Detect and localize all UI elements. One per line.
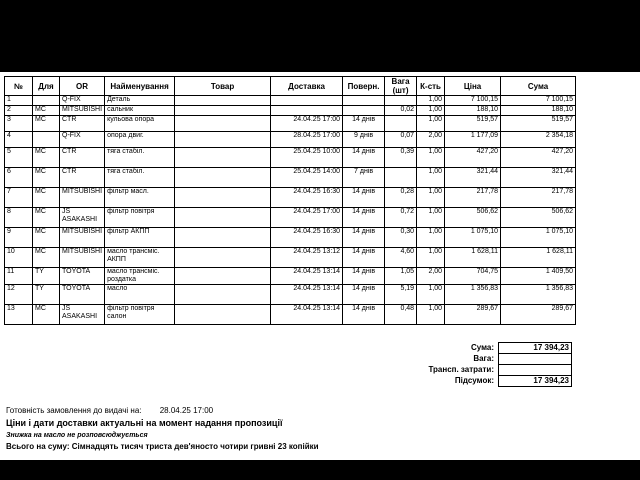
table-cell: 1,00 [417,208,445,228]
table-cell: тяга стабіл. [105,168,175,188]
table-cell: фільтр повітря [105,208,175,228]
table-cell: 24.04.25 17:00 [271,116,343,132]
table-cell: 2,00 [417,132,445,148]
table-row [5,188,576,208]
table-cell: 6 [5,168,33,188]
table-cell: TY [33,285,60,305]
table-cell [33,96,60,106]
table-row [5,106,576,116]
table-cell: MITSUBISHI [60,248,105,268]
table-cell: 188,10 [445,106,501,116]
table-cell: 0,07 [385,132,417,148]
ready-label: Готовність замовлення до видачі на: [6,406,142,415]
summary-weight-value [498,353,572,364]
table-cell: 1,00 [417,116,445,132]
discount-note: Знижка на масло не розповсюджується [6,432,148,439]
order-document [0,72,640,460]
table-cell: 1,00 [417,148,445,168]
table-cell: 321,44 [501,168,576,188]
table-cell: 7 [5,188,33,208]
table-cell: 519,57 [501,116,576,132]
table-cell: CTR [60,148,105,168]
table-cell: MC [33,208,60,228]
table-cell: масло трансміс. АКПП [105,248,175,268]
table-cell: MC [33,188,60,208]
table-cell [175,148,271,168]
summary-sum-value: 17 394,23 [498,342,572,353]
table-cell: 25.04.25 14:00 [271,168,343,188]
table-cell: 289,67 [445,305,501,325]
table-cell: MITSUBISHI [60,106,105,116]
table-cell: Деталь [105,96,175,106]
table-cell: 1,05 [385,268,417,285]
column-header: OR [60,77,105,96]
table-cell: MC [33,116,60,132]
table-row [5,148,576,168]
table-cell: 217,78 [445,188,501,208]
table-cell: 24.04.25 13:14 [271,268,343,285]
table-cell: MC [33,248,60,268]
table-cell [343,106,385,116]
table-cell: 0,30 [385,228,417,248]
table-cell: CTR [60,168,105,188]
table-cell [385,168,417,188]
table-cell: 1 628,11 [445,248,501,268]
table-cell: 289,67 [501,305,576,325]
column-header: Товар [175,77,271,96]
summary-weight-label: Вага: [473,354,494,363]
table-cell: 24.04.25 13:14 [271,305,343,325]
table-cell: 14 днів [343,148,385,168]
summary-transport-label: Трансп. затрати: [428,365,494,374]
table-cell: 1,00 [417,188,445,208]
table-cell: 7 100,15 [501,96,576,106]
table-cell: 1,00 [417,305,445,325]
table-cell: 0,72 [385,208,417,228]
table-cell: 0,02 [385,106,417,116]
table-row [5,228,576,248]
table-cell: 519,57 [445,116,501,132]
table-cell: 0,39 [385,148,417,168]
table-body [5,96,576,325]
summary-total-value: 17 394,23 [498,375,572,387]
table-cell: MITSUBISHI [60,188,105,208]
table-cell: 321,44 [445,168,501,188]
table-cell: 1,00 [417,248,445,268]
table-cell: 1,00 [417,168,445,188]
table-cell: масло [105,285,175,305]
table-row [5,248,576,268]
table-cell: фільтр повітря салон [105,305,175,325]
column-header: Найменування [105,77,175,96]
table-row [5,168,576,188]
table-cell [175,168,271,188]
table-cell: 1,00 [417,228,445,248]
table-cell: масло трансміс. роздатка [105,268,175,285]
table-cell [271,96,343,106]
summary-transport-value [498,364,572,375]
table-cell: 2 354,18 [501,132,576,148]
table-cell: 14 днів [343,268,385,285]
table-row [5,268,576,285]
table-cell: 217,78 [501,188,576,208]
table-cell: 12 [5,285,33,305]
table-cell: 1 356,83 [501,285,576,305]
table-cell [175,268,271,285]
table-cell: 0,28 [385,188,417,208]
table-cell: TY [33,268,60,285]
table-row [5,132,576,148]
table-cell: 5,19 [385,285,417,305]
table-cell: 7 100,15 [445,96,501,106]
table-cell: TOYOTA [60,268,105,285]
column-header: Вага (шт) [385,77,417,96]
table-cell: MC [33,148,60,168]
table-cell [175,208,271,228]
table-cell [385,116,417,132]
ready-value: 28.04.25 17:00 [159,406,214,415]
table-cell: 8 [5,208,33,228]
table-row [5,96,576,106]
table-cell [271,106,343,116]
table-cell [175,285,271,305]
table-cell: 11 [5,268,33,285]
column-header: К-сть [417,77,445,96]
table-cell: 13 [5,305,33,325]
table-cell [175,248,271,268]
table-cell: сальник [105,106,175,116]
table-cell [175,96,271,106]
table-cell: 1 [5,96,33,106]
summary-sum-label: Сума: [470,343,494,352]
column-header: Для [33,77,60,96]
order-table [4,76,576,325]
table-row [5,116,576,132]
table-row [5,285,576,305]
column-header: Сума [501,77,576,96]
table-cell: 24.04.25 13:12 [271,248,343,268]
table-cell: 28.04.25 17:00 [271,132,343,148]
table-cell: 1,00 [417,285,445,305]
total-in-words: Всього на суму: Сімнадцять тисяч триста дев'яносто чотири гривні 23 копійки [6,442,319,451]
table-cell [175,106,271,116]
table-cell: 2 [5,106,33,116]
table-cell: 4 [5,132,33,148]
table-cell: 7 днів [343,168,385,188]
summary-total-label: Підсумок: [454,376,494,385]
table-cell: Q-FIX [60,96,105,106]
table-cell: 24.04.25 16:30 [271,228,343,248]
table-cell [343,96,385,106]
table-cell: MITSUBISHI [60,228,105,248]
table-cell: 9 днів [343,132,385,148]
table-cell: CTR [60,116,105,132]
table-cell: 1,00 [417,106,445,116]
table-cell: 2,00 [417,268,445,285]
table-cell: 1,00 [417,96,445,106]
table-cell: 10 [5,248,33,268]
table-cell: 1 628,11 [501,248,576,268]
table-cell: MC [33,305,60,325]
column-header: Ціна [445,77,501,96]
table-cell: 14 днів [343,188,385,208]
column-header: Доставка [271,77,343,96]
table-cell: JS ASAKASHI [60,208,105,228]
table-cell: 1 177,09 [445,132,501,148]
table-cell: MC [33,228,60,248]
table-row [5,208,576,228]
table-cell [33,132,60,148]
table-header-row [5,77,576,96]
table-cell: 14 днів [343,248,385,268]
table-cell: 506,62 [445,208,501,228]
table-cell: 14 днів [343,285,385,305]
table-cell: 5 [5,148,33,168]
table-cell: 24.04.25 13:14 [271,285,343,305]
table-cell: 9 [5,228,33,248]
table-cell [175,305,271,325]
table-cell [175,132,271,148]
table-cell: 24.04.25 16:30 [271,188,343,208]
table-cell: 0,48 [385,305,417,325]
ready-date-line [6,406,213,415]
table-cell: 4,60 [385,248,417,268]
table-cell: MC [33,168,60,188]
table-cell: 1 075,10 [445,228,501,248]
table-cell [175,228,271,248]
table-cell: 14 днів [343,208,385,228]
table-cell [175,188,271,208]
table-cell: 1 075,10 [501,228,576,248]
table-cell: Q-FIX [60,132,105,148]
table-cell: фільтр масл. [105,188,175,208]
table-cell: 1 409,50 [501,268,576,285]
table-cell: 506,62 [501,208,576,228]
table-cell: 24.04.25 17:00 [271,208,343,228]
table-cell: 3 [5,116,33,132]
table-cell: 427,20 [445,148,501,168]
table-cell: 427,20 [501,148,576,168]
prices-notice: Ціни і дати доставки актуальні на момент надання пропозиції [6,418,283,428]
table-cell: MC [33,106,60,116]
table-cell: кульова опора [105,116,175,132]
table-cell: 25.04.25 10:00 [271,148,343,168]
table-cell [385,96,417,106]
table-cell: тяга стабіл. [105,148,175,168]
table-cell [175,116,271,132]
table-cell: 188,10 [501,106,576,116]
table-cell: JS ASAKASHI [60,305,105,325]
table-cell: опора двиг. [105,132,175,148]
table-row [5,305,576,325]
table-cell: 14 днів [343,228,385,248]
table-cell: TOYOTA [60,285,105,305]
table-cell: фільтр АКПП [105,228,175,248]
column-header: Поверн. [343,77,385,96]
table-cell: 14 днів [343,305,385,325]
table-cell: 704,75 [445,268,501,285]
column-header: № [5,77,33,96]
table-cell: 1 356,83 [445,285,501,305]
table-cell: 14 днів [343,116,385,132]
